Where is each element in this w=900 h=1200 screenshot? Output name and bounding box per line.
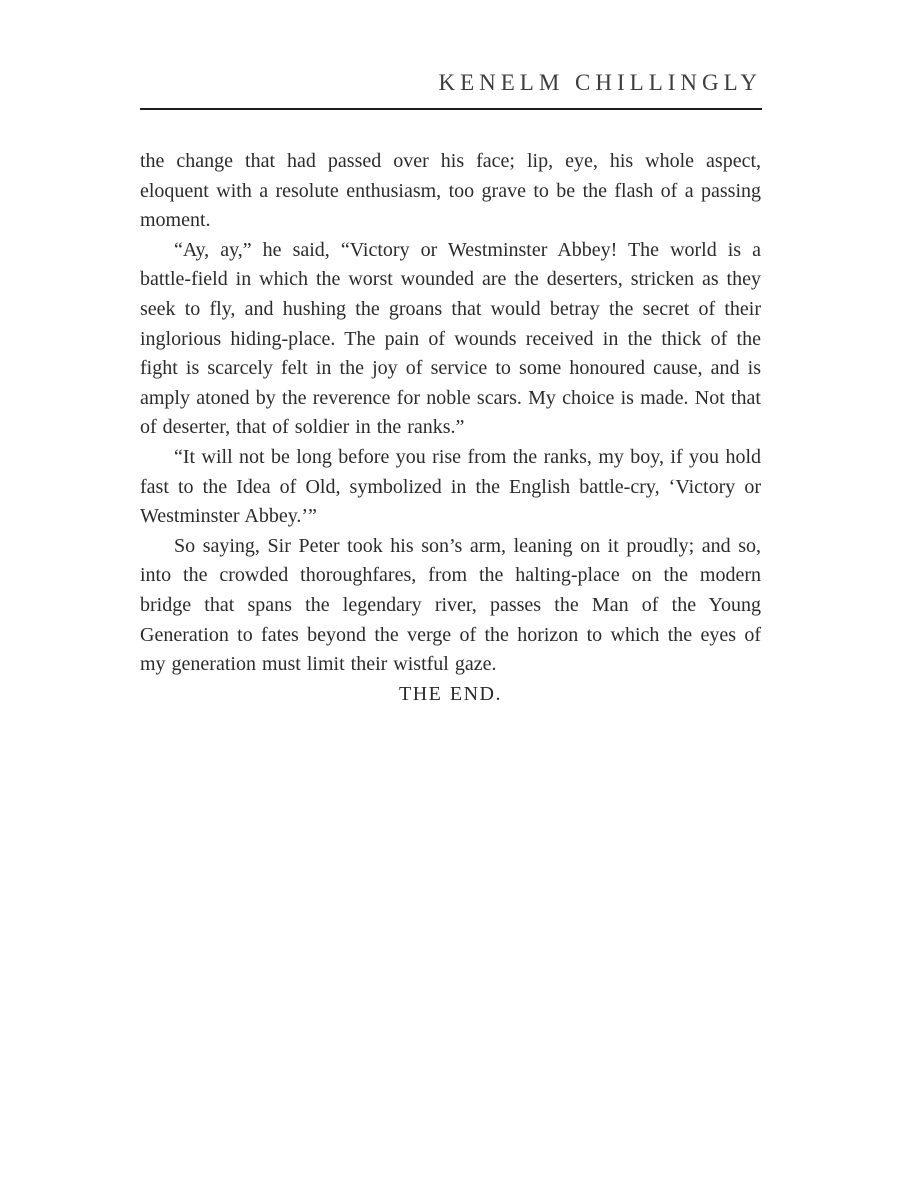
paragraph: the change that had passed over his face; lip, eye, his whole aspect, eloquent with a resolute enthusiasm, too grave to be the flash of a passing moment. bbox=[140, 150, 761, 232]
paragraph: “Ay, ay,” he said, “Victory or Westminster Abbey! The world is a battle-field in which the worst wounded are the deserters, stricken as they seek to fly, and hushing the groans that would betray the secret of their inglorious hiding-place. The pain of wounds received in the thick of the fight is scarcely felt in the joy of service to some honoured cause, and is amply atoned by the reverence for noble scars. My choice is made. Not that of deserter, that of soldier in the ranks.” bbox=[140, 238, 761, 439]
header-rule bbox=[140, 108, 762, 110]
the-end-label: THE END. bbox=[399, 682, 502, 705]
running-header: KENELM CHILLINGLY bbox=[438, 70, 762, 95]
paragraph: “It will not be long before you rise from the ranks, my boy, if you hold fast to the Idea of Old, symbolized in the English battle-cry, ‘Victory or Westminster Abbey.’” bbox=[140, 445, 761, 528]
paragraph: So saying, Sir Peter took his son’s arm, leaning on it proudly; and so, into the crowded thoroughfares, from the halting-place on the modern bridge that spans the legendary river, passes the Man of the Young Generation to fates beyond the verge of the horizon to which the eyes of my generation must limit their wistful gaze. bbox=[140, 534, 761, 676]
body-text bbox=[140, 147, 761, 709]
